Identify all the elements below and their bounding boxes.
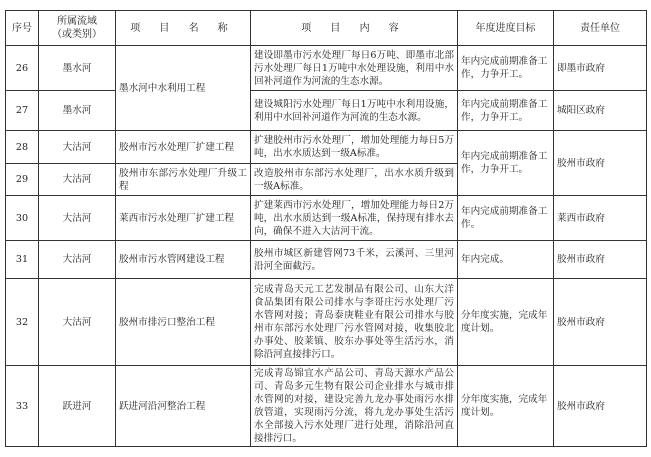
cell-basin: 大沽河	[39, 279, 116, 366]
header-content: 项 目 内 容	[251, 11, 458, 46]
table-row	[6, 46, 647, 91]
cell-target: 分年度实施，完成年度计划。	[458, 366, 554, 447]
cell-unit: 即墨市政府	[554, 46, 647, 91]
project-table	[5, 10, 647, 447]
header-no: 序号	[6, 11, 39, 46]
cell-basin: 大沽河	[39, 131, 116, 164]
cell-content: 扩建莱西市污水处理厂，增加处理能力每日2万吨，出水水质达到一级A标准，保持现有排水去向，确保不进入大沽河干流。	[251, 196, 458, 241]
table-row	[6, 91, 647, 131]
cell-name: 胶州市污水处理厂扩建工程	[116, 131, 251, 164]
header-name: 项 目 名 称	[116, 11, 251, 46]
header-row	[6, 11, 647, 46]
cell-target: 分年度实施，完成年度计划。	[458, 279, 554, 366]
table-row	[6, 366, 647, 447]
cell-content: 完成青岛锦宜水产品公司、青岛天源水产品公司、青岛多元生物有限公司企业排水与城市排水管网的对接，建设完善九龙办事处雨污水排放管道，实现雨污分流，将九龙办事处生活污水全部接入污水处理厂进行处理，消除沿河直接排污口。	[251, 366, 458, 447]
cell-target: 年内完成。	[458, 241, 554, 279]
cell-unit: 胶州市政府	[554, 279, 647, 366]
header-target: 年度进度目标	[458, 11, 554, 46]
cell-unit: 胶州市政府	[554, 241, 647, 279]
cell-name: 胶州市污水管网建设工程	[116, 241, 251, 279]
cell-basin: 大沽河	[39, 196, 116, 241]
cell-target: 年内完成前期准备工作，力争开工。	[458, 91, 554, 131]
cell-content: 完成青岛天元工艺发制品有限公司、山东大洋食品集团有限公司排水与李哥庄污水处理厂污水管网对接；青岛泰庚鞋业有限公司排水与胶州市东部污水处理厂污水管网对接，收集胶北办事处、胶莱镇、胶东办事处等生活污水，消除沿河直接排污口。	[251, 279, 458, 366]
cell-target: 年内完成前期准备工作，力争开工。	[458, 131, 554, 196]
cell-basin: 大沽河	[39, 164, 116, 196]
cell-name: 墨水河中水利用工程	[116, 46, 251, 131]
table-row	[6, 131, 647, 164]
cell-basin: 墨水河	[39, 46, 116, 91]
cell-no: 28	[6, 131, 39, 164]
header-unit: 责任单位	[554, 11, 647, 46]
cell-no: 27	[6, 91, 39, 131]
cell-unit: 胶州市政府	[554, 366, 647, 447]
cell-content: 胶州市城区新建管网73千米，云溪河、三里河沿河全面截污。	[251, 241, 458, 279]
table-row	[6, 279, 647, 366]
cell-content: 扩建胶州市污水处理厂，增加处理能力每日5万吨，出水水质达到一级A标准。	[251, 131, 458, 164]
cell-content: 建设即墨市污水处理厂每日6万吨、即墨市北部污水处理厂每日1万吨中水处理设施，利用中水回补河道作为河流的生态水源。	[251, 46, 458, 91]
cell-basin: 大沽河	[39, 241, 116, 279]
table-row	[6, 241, 647, 279]
header-basin	[39, 11, 116, 46]
cell-no: 29	[6, 164, 39, 196]
cell-basin: 墨水河	[39, 91, 116, 131]
cell-name: 胶州市东部污水处理厂升级工程	[116, 164, 251, 196]
cell-unit: 莱西市政府	[554, 196, 647, 241]
cell-no: 30	[6, 196, 39, 241]
cell-target: 年内完成前期准备工作。	[458, 196, 554, 241]
cell-no: 26	[6, 46, 39, 91]
cell-unit: 胶州市政府	[554, 131, 647, 196]
cell-basin: 跃进河	[39, 366, 116, 447]
cell-no: 32	[6, 279, 39, 366]
cell-unit: 城阳区政府	[554, 91, 647, 131]
cell-target: 年内完成前期准备工作，力争开工。	[458, 46, 554, 91]
cell-no: 33	[6, 366, 39, 447]
cell-content: 建设城阳污水处理厂每日1万吨中水利用设施，利用中水回补河道作为河流的生态水源。	[251, 91, 458, 131]
cell-no: 31	[6, 241, 39, 279]
header-basin-text: 所属流域 （或类别）	[52, 16, 102, 40]
table-row	[6, 196, 647, 241]
cell-name: 跃进河沿河整治工程	[116, 366, 251, 447]
cell-content: 改造胶州市东部污水处理厂，出水水质升级到一级A标准。	[251, 164, 458, 196]
cell-name: 莱西市污水处理厂扩建工程	[116, 196, 251, 241]
cell-name: 胶州市排污口整治工程	[116, 279, 251, 366]
